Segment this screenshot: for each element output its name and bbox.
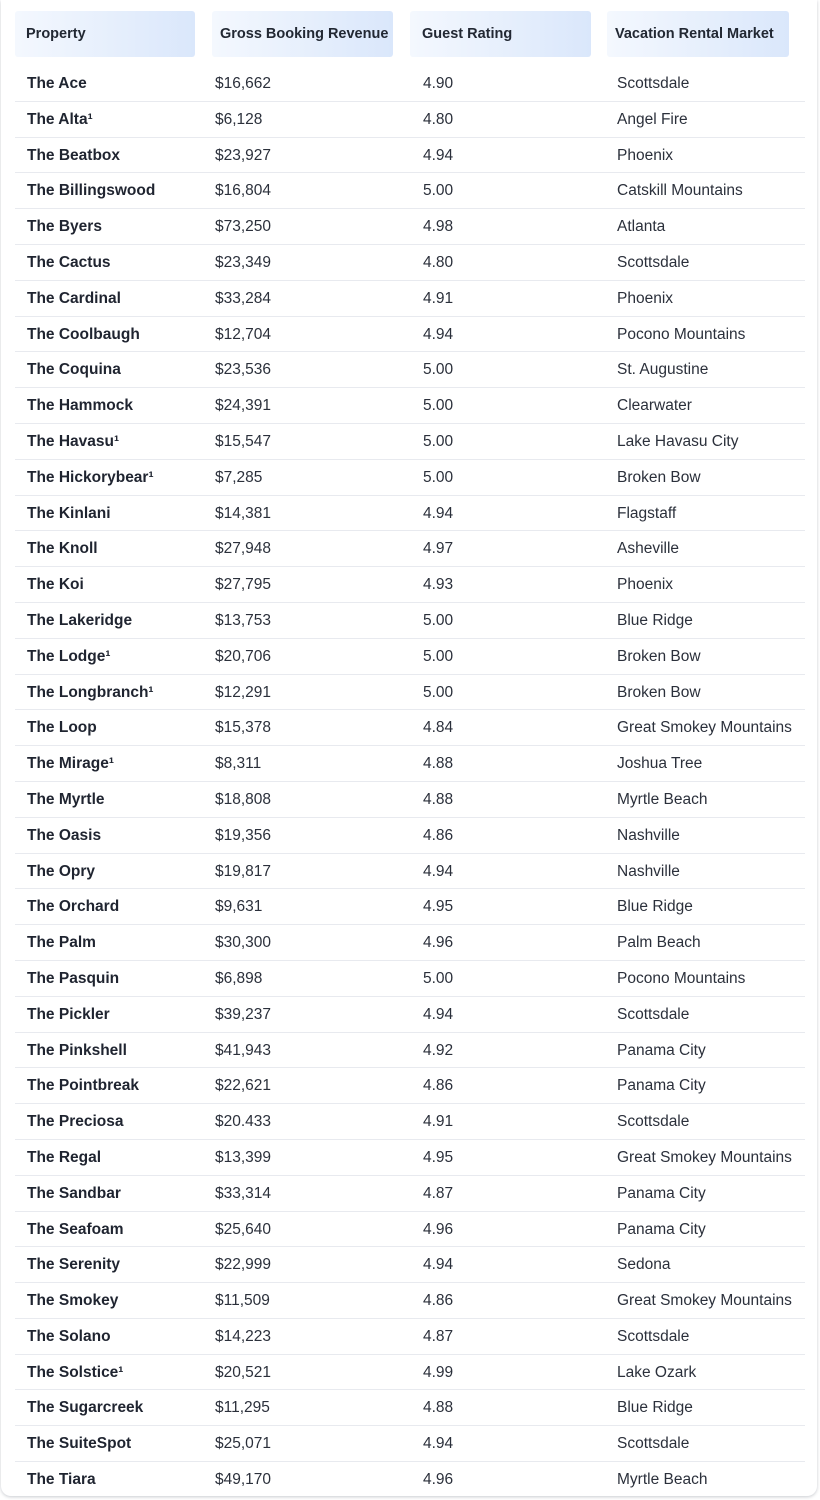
cell-vacation-rental-market: Atlanta [617,218,666,236]
cell-guest-rating: 4.94 [423,325,454,343]
table-row [15,209,805,245]
cell-property-name: The Pasquin [27,969,120,987]
table-row [15,388,805,424]
cell-property-name: The Seafoam [27,1220,124,1238]
cell-vacation-rental-market: Scottsdale [617,1005,690,1023]
cell-gross-booking-revenue: $8,311 [215,755,262,773]
cell-vacation-rental-market: Angel Fire [617,110,688,128]
cell-gross-booking-revenue: $25,640 [215,1220,272,1238]
cell-vacation-rental-market: Scottsdale [617,1327,690,1345]
table-row [15,746,805,782]
cell-gross-booking-revenue: $24,391 [215,397,272,415]
table-row [15,245,805,281]
table-row [15,854,805,890]
cell-vacation-rental-market: Catskill Mountains [617,182,743,200]
cell-property-name: The Serenity [27,1256,121,1274]
cell-vacation-rental-market: Panama City [617,1184,706,1202]
cell-gross-booking-revenue: $12,704 [215,325,272,343]
table-row [15,889,805,925]
cell-property-name: The Solano [27,1327,111,1345]
cell-property-name: The Smokey [27,1292,119,1310]
cell-vacation-rental-market: Joshua Tree [617,755,703,773]
cell-gross-booking-revenue: $39,237 [215,1005,272,1023]
cell-gross-booking-revenue: $12,291 [215,683,272,701]
cell-gross-booking-revenue: $30,300 [215,934,272,952]
table-row [15,1068,805,1104]
cell-gross-booking-revenue: $7,285 [215,468,263,486]
cell-gross-booking-revenue: $15,547 [215,432,272,450]
cell-property-name: The Longbranch¹ [27,683,154,701]
table-row [15,818,805,854]
cell-gross-booking-revenue: $25,071 [215,1435,272,1453]
table-row [15,639,805,675]
cell-guest-rating: 4.88 [423,790,454,808]
cell-property-name: The Beatbox [27,146,121,164]
table-row [15,1319,805,1355]
table-row [15,1426,805,1462]
cell-property-name: The Alta¹ [27,110,93,128]
cell-gross-booking-revenue: $73,250 [215,218,272,236]
table-row [15,281,805,317]
cell-gross-booking-revenue: $20,521 [215,1363,272,1381]
cell-property-name: The Billingswood [27,182,156,200]
table-row [15,675,805,711]
cell-gross-booking-revenue: $11,295 [215,1399,270,1417]
cell-gross-booking-revenue: $9,631 [215,898,263,916]
cell-property-name: The Tiara [27,1471,96,1489]
cell-guest-rating: 4.86 [423,1292,454,1310]
cell-property-name: The Pickler [27,1005,110,1023]
cell-guest-rating: 4.95 [423,898,454,916]
cell-gross-booking-revenue: $33,314 [215,1184,272,1202]
cell-gross-booking-revenue: $11,509 [215,1292,270,1310]
cell-property-name: The Solstice¹ [27,1363,124,1381]
cell-guest-rating: 4.88 [423,755,454,773]
cell-vacation-rental-market: Scottsdale [617,75,690,92]
cell-property-name: The Lodge¹ [27,647,111,665]
table-row [15,1247,805,1283]
cell-guest-rating: 4.80 [423,110,454,128]
cell-gross-booking-revenue: $23,536 [215,361,272,379]
table-row [15,567,805,603]
cell-guest-rating: 5.00 [423,397,454,415]
cell-gross-booking-revenue: $20,706 [215,647,272,665]
cell-vacation-rental-market: Panama City [617,1220,706,1238]
cell-vacation-rental-market: Panama City [617,1041,706,1059]
cell-vacation-rental-market: Lake Ozark [617,1363,697,1381]
cell-guest-rating: 5.00 [423,432,454,450]
table-row [15,1212,805,1248]
cell-vacation-rental-market: Palm Beach [617,934,701,952]
cell-guest-rating: 4.94 [423,1435,454,1453]
cell-guest-rating: 5.00 [423,969,454,987]
cell-vacation-rental-market: Flagstaff [617,504,677,522]
column-header-gross-booking-revenue[interactable]: Gross Booking Revenue [212,11,393,57]
table-row [15,603,805,639]
table-row [15,173,805,209]
cell-property-name: The Coquina [27,361,121,379]
cell-property-name: The Myrtle [27,790,105,808]
cell-vacation-rental-market: Nashville [617,862,680,880]
cell-property-name: The Hickorybear¹ [27,468,154,486]
cell-guest-rating: 4.88 [423,1399,454,1417]
cell-property-name: The Preciosa [27,1113,124,1131]
cell-vacation-rental-market: Phoenix [617,289,674,307]
cell-property-name: The Hammock [27,397,133,415]
cell-guest-rating: 4.84 [423,719,454,737]
cell-vacation-rental-market: Broken Bow [617,683,701,701]
cell-property-name: The SuiteSpot [27,1435,132,1453]
table-row [15,710,805,746]
cell-gross-booking-revenue: $23,349 [215,253,272,271]
cell-guest-rating: 4.86 [423,1077,454,1095]
cell-guest-rating: 4.96 [423,934,454,952]
cell-gross-booking-revenue: $20.433 [215,1113,272,1131]
table-row [15,1462,805,1496]
table-row [15,496,805,532]
cell-property-name: The Regal [27,1148,102,1166]
cell-guest-rating: 4.93 [423,576,454,594]
cell-guest-rating: 4.87 [423,1327,454,1345]
cell-property-name: The Kinlani [27,504,111,522]
cell-property-name: The Orchard [27,898,120,916]
cell-guest-rating: 4.96 [423,1471,454,1489]
cell-gross-booking-revenue: $27,948 [215,540,272,558]
cell-gross-booking-revenue: $33,284 [215,289,272,307]
cell-vacation-rental-market: Myrtle Beach [617,1471,708,1489]
cell-guest-rating: 4.90 [423,75,454,92]
table-row [15,1033,805,1069]
cell-guest-rating: 4.94 [423,1005,454,1023]
cell-property-name: The Cardinal [27,289,121,307]
cell-property-name: The Koi [27,576,84,594]
cell-gross-booking-revenue: $16,804 [215,182,272,200]
table-row [15,424,805,460]
cell-vacation-rental-market: Scottsdale [617,1113,690,1131]
table-row [15,961,805,997]
cell-property-name: The Ace [27,75,87,92]
cell-guest-rating: 4.99 [423,1363,454,1381]
cell-vacation-rental-market: Phoenix [617,146,674,164]
cell-gross-booking-revenue: $18,808 [215,790,272,808]
cell-guest-rating: 4.94 [423,862,454,880]
column-header-vacation-rental-market[interactable]: Vacation Rental Market [607,11,789,57]
cell-guest-rating: 5.00 [423,647,454,665]
cell-property-name: The Havasu¹ [27,432,120,450]
cell-gross-booking-revenue: $15,378 [215,719,272,737]
cell-property-name: The Palm [27,934,96,952]
cell-vacation-rental-market: Panama City [617,1077,706,1095]
column-header-guest-rating[interactable]: Guest Rating [410,11,591,57]
cell-property-name: The Oasis [27,826,102,844]
cell-guest-rating: 4.94 [423,504,454,522]
cell-guest-rating: 4.91 [423,1113,454,1131]
cell-vacation-rental-market: Clearwater [617,397,692,415]
cell-property-name: The Pinkshell [27,1041,127,1059]
cell-vacation-rental-market: Scottsdale [617,1435,690,1453]
cell-guest-rating: 4.86 [423,826,454,844]
cell-vacation-rental-market: Sedona [617,1256,671,1274]
table-row [15,1390,805,1426]
cell-property-name: The Lakeridge [27,611,133,629]
cell-guest-rating: 5.00 [423,468,454,486]
cell-vacation-rental-market: Pocono Mountains [617,969,746,987]
cell-property-name: The Opry [27,862,96,880]
cell-property-name: The Sugarcreek [27,1399,144,1417]
cell-vacation-rental-market: Myrtle Beach [617,790,708,808]
cell-vacation-rental-market: Pocono Mountains [617,325,746,343]
cell-gross-booking-revenue: $49,170 [215,1471,272,1489]
cell-property-name: The Sandbar [27,1184,121,1202]
table-row [15,1176,805,1212]
table-row [15,66,805,102]
cell-vacation-rental-market: Asheville [617,540,680,558]
cell-gross-booking-revenue: $22,621 [215,1077,272,1095]
cell-vacation-rental-market: Nashville [617,826,680,844]
cell-vacation-rental-market: Phoenix [617,576,674,594]
cell-guest-rating: 4.87 [423,1184,454,1202]
cell-gross-booking-revenue: $13,399 [215,1148,272,1166]
cell-gross-booking-revenue: $13,753 [215,611,272,629]
table-row [15,782,805,818]
cell-guest-rating: 4.94 [423,1256,454,1274]
cell-vacation-rental-market: Great Smokey Mountains [617,719,792,737]
cell-gross-booking-revenue: $23,927 [215,146,272,164]
cell-property-name: The Mirage¹ [27,755,114,773]
cell-vacation-rental-market: St. Augustine [617,361,709,379]
cell-guest-rating: 5.00 [423,361,454,379]
table-row [15,102,805,138]
cell-vacation-rental-market: Blue Ridge [617,898,693,916]
table-row [15,997,805,1033]
cell-gross-booking-revenue: $16,662 [215,75,272,92]
cell-guest-rating: 4.95 [423,1148,454,1166]
cell-property-name: The Loop [27,719,97,737]
cell-vacation-rental-market: Lake Havasu City [617,432,739,450]
property-table-card [1,0,817,1496]
cell-gross-booking-revenue: $22,999 [215,1256,272,1274]
cell-gross-booking-revenue: $27,795 [215,576,272,594]
cell-guest-rating: 5.00 [423,683,454,701]
cell-guest-rating: 4.97 [423,540,454,558]
cell-gross-booking-revenue: $14,381 [215,504,272,522]
cell-vacation-rental-market: Scottsdale [617,253,690,271]
cell-property-name: The Cactus [27,253,111,271]
cell-guest-rating: 4.91 [423,289,454,307]
cell-gross-booking-revenue: $6,128 [215,110,263,128]
cell-gross-booking-revenue: $41,943 [215,1041,272,1059]
table-row [15,925,805,961]
cell-guest-rating: 4.80 [423,253,454,271]
table-row [15,1355,805,1391]
cell-vacation-rental-market: Broken Bow [617,468,701,486]
table-row [15,1104,805,1140]
table-header [1,0,817,66]
cell-gross-booking-revenue: $19,356 [215,826,272,844]
cell-property-name: The Coolbaugh [27,325,140,343]
cell-property-name: The Knoll [27,540,98,558]
cell-gross-booking-revenue: $6,898 [215,969,263,987]
cell-vacation-rental-market: Broken Bow [617,647,701,665]
cell-gross-booking-revenue: $19,817 [215,862,272,880]
table-row [15,460,805,496]
cell-property-name: The Pointbreak [27,1077,139,1095]
cell-gross-booking-revenue: $14,223 [215,1327,272,1345]
table-row [15,317,805,353]
column-header-property[interactable]: Property [15,11,195,57]
cell-vacation-rental-market: Blue Ridge [617,1399,693,1417]
cell-guest-rating: 4.92 [423,1041,454,1059]
cell-guest-rating: 5.00 [423,182,454,200]
cell-vacation-rental-market: Blue Ridge [617,611,693,629]
cell-vacation-rental-market: Great Smokey Mountains [617,1292,792,1310]
table-row [15,531,805,567]
table-row [15,138,805,174]
table-row [15,1283,805,1319]
cell-guest-rating: 4.98 [423,218,454,236]
cell-guest-rating: 4.96 [423,1220,454,1238]
cell-guest-rating: 5.00 [423,611,454,629]
cell-vacation-rental-market: Great Smokey Mountains [617,1148,792,1166]
table-body [1,66,817,1496]
table-row [15,352,805,388]
cell-guest-rating: 4.94 [423,146,454,164]
cell-property-name: The Byers [27,218,102,236]
table-row [15,1140,805,1176]
